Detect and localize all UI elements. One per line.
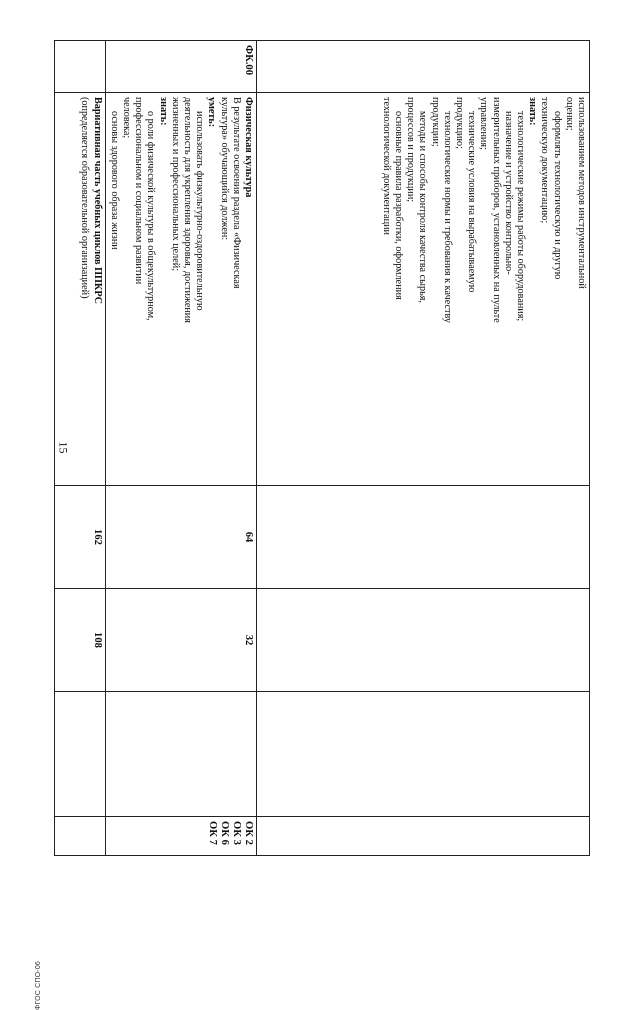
description-line: оценки; [563, 97, 575, 131]
description-line: В результате освоения раздела «Физическая [230, 97, 242, 289]
description-line: технологической документации [380, 97, 392, 236]
cell-disciplines [54, 692, 105, 817]
cell-code [257, 41, 590, 93]
table-row-professional-module-continuation [257, 41, 590, 856]
description-lines [108, 97, 254, 481]
cell-disciplines [105, 692, 256, 817]
cell-disciplines [257, 692, 590, 817]
description-line: знать: [527, 97, 539, 126]
competency-code: ОК 7 [207, 821, 218, 845]
description-line: использовать физкультурно-оздоровительную [194, 111, 206, 311]
cell-required-hours [257, 589, 590, 692]
cell-competencies [105, 817, 256, 856]
description-line: назначение и устройство контрольно- [502, 111, 514, 275]
cell-max-hours: 64 [105, 486, 256, 589]
cell-description [257, 93, 590, 486]
description-line: основы здорового образа жизни [108, 111, 120, 250]
description-line: знать: [157, 97, 169, 126]
competency-code: ОК 2 [243, 821, 254, 845]
cell-competencies [54, 817, 105, 856]
description-line: жизненных и профессиональных целей; [169, 97, 181, 272]
description-line: продукции; [429, 97, 441, 147]
description-line: уметь: [206, 97, 218, 128]
description-line: человека; [120, 97, 132, 139]
cell-required-hours: 108 [54, 589, 105, 692]
description-line: оформлять технологическую и другую [551, 111, 563, 280]
description-line: использованием методов инструментальной [576, 97, 587, 289]
description-line: Физическая культура [243, 97, 254, 198]
description-line: измерительных приборов, установленных на пульте [490, 97, 502, 323]
description-line: методы и способы контроля качества сырья, [417, 111, 429, 303]
description-lines [78, 97, 102, 481]
cell-code: ФК.00 [105, 41, 256, 93]
table-row-variable-part [54, 41, 105, 856]
cell-max-hours: 162 [54, 486, 105, 589]
cell-code [54, 41, 105, 93]
page-number: 15 [56, 441, 71, 454]
cell-competencies [257, 817, 590, 856]
description-line: управления; [478, 97, 490, 150]
description-line: процессов и продукции; [405, 97, 417, 203]
description-line: техническую документацию; [539, 97, 551, 224]
description-line: профессиональном и социальном развитии [133, 97, 145, 285]
description-line: о роли физической культуры в общекультурном, [145, 111, 157, 321]
description-line: основные правила разработки, оформления [392, 111, 404, 300]
description-line: культура» обучающийся должен: [218, 97, 230, 241]
document-footer-label: ФГОС СПО-06 [35, 960, 42, 1010]
description-line: деятельность для укрепления здоровья, достижения [181, 97, 193, 323]
description-line: технические условия на вырабатываемую [466, 111, 478, 293]
description-line: продукцию; [453, 97, 465, 149]
description-lines [380, 97, 587, 481]
description-line: технологические режимы работы оборудования; [514, 111, 526, 322]
cell-description [54, 93, 105, 486]
cell-max-hours [257, 486, 590, 589]
cell-description [105, 93, 256, 486]
competency-code: ОК 3 [231, 821, 242, 845]
description-line: Вариативная часть учебных циклов ППКРС [91, 97, 103, 305]
description-line: (определяется образовательной организацией) [79, 97, 91, 299]
competency-code: ОК 6 [219, 821, 230, 845]
table-row-physical-culture [105, 41, 256, 856]
description-line: технологические нормы и требования к качеству [441, 111, 453, 324]
curriculum-table [79, 40, 590, 855]
cell-required-hours: 32 [105, 589, 256, 692]
